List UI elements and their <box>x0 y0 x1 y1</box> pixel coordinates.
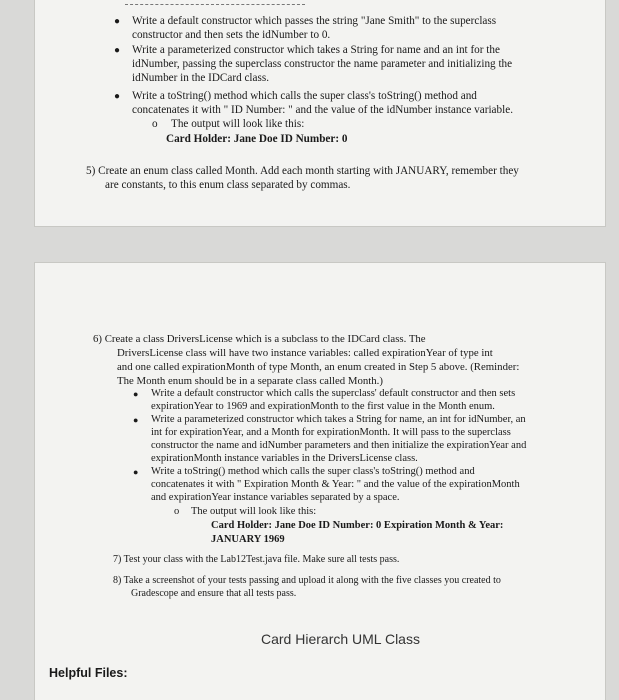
helpful-files-heading: Helpful Files: <box>49 666 128 680</box>
sample-output: Card Holder: Jane Doe ID Number: 0 <box>166 133 348 145</box>
bullet-text: Write a default constructor which passes the string "Jane Smith" to the superclass <box>132 15 497 27</box>
step-6-text: The Month enum should be in a separate class called Month.) <box>117 375 383 387</box>
step-8-text: 8) Take a screenshot of your tests passing and upload it along with the five classes you created to <box>113 575 501 586</box>
page-edge-dashes <box>125 4 305 5</box>
bullet-text: and expirationYear instance variables separated by a space. <box>151 492 400 503</box>
bullet-icon: ● <box>114 45 121 56</box>
bullet-text: int for expirationYear, and a Month for expirationMonth. It will pass to the superclass <box>151 427 511 438</box>
bullet-icon: ● <box>133 415 139 425</box>
bullet-text: concatenates it with " Expiration Month & Year: " and the value of the expirationMonth <box>151 479 520 490</box>
instruction-page-bottom <box>34 262 606 700</box>
bullet-text: expirationYear to 1969 and expirationMonth to the first value in the Month enum. <box>151 401 495 412</box>
step-6-text: and one called expirationMonth of type Month, an enum created in Step 5 above. (Reminder: <box>117 361 520 373</box>
bullet-text: expirationMonth instance variables in the DriversLicense class. <box>151 453 418 464</box>
bullet-text: idNumber, passing the superclass constructor the name parameter and initializing the <box>132 58 513 70</box>
step-6-text: DriversLicense class will have two instance variables: called expirationYear of type int <box>117 347 493 359</box>
sample-output: Card Holder: Jane Doe ID Number: 0 Expiration Month & Year: <box>211 520 504 531</box>
step-8-text: Gradescope and ensure that all tests pass. <box>131 588 297 599</box>
bullet-text: constructor and then sets the idNumber to 0. <box>132 29 331 41</box>
step-7-text: 7) Test your class with the Lab12Test.java file. Make sure all tests pass. <box>113 554 400 565</box>
sub-bullet-text: The output will look like this: <box>171 118 305 130</box>
step-5-text: 5) Create an enum class called Month. Add each month starting with JANUARY, remember they <box>86 165 519 177</box>
bullet-text: Write a toString() method which calls the super class's toString() method and <box>151 466 475 477</box>
sample-output: JANUARY 1969 <box>211 534 285 545</box>
bullet-icon: ● <box>133 467 139 477</box>
instruction-page-top <box>34 0 606 227</box>
bullet-text: Write a parameterized constructor which takes a String for name and an int for the <box>132 44 500 56</box>
bullet-icon: ● <box>114 91 121 102</box>
sub-bullet-text: The output will look like this: <box>191 506 317 517</box>
bullet-text: Write a default constructor which calls the superclass' default constructor and then sets <box>151 388 516 399</box>
step-6-text: 6) Create a class DriversLicense which is a subclass to the IDCard class. The <box>93 333 426 345</box>
step-5-text: are constants, to this enum class separated by commas. <box>105 179 351 191</box>
sub-bullet-marker: o <box>152 118 158 130</box>
bullet-text: constructor the name and idNumber parameters and then initialize the expirationYear and <box>151 440 527 451</box>
bullet-text: concatenates it with " ID Number: " and the value of the idNumber instance variable. <box>132 104 513 116</box>
bullet-text: Write a parameterized constructor which takes a String for name, an int for idNumber, an <box>151 414 526 425</box>
sub-bullet-marker: o <box>174 506 180 517</box>
bullet-text: idNumber in the IDCard class. <box>132 72 270 84</box>
bullet-icon: ● <box>114 16 121 27</box>
diagram-caption: Card Hierarch UML Class <box>261 631 420 647</box>
bullet-icon: ● <box>133 389 139 399</box>
bullet-text: Write a toString() method which calls the super class's toString() method and <box>132 90 477 102</box>
